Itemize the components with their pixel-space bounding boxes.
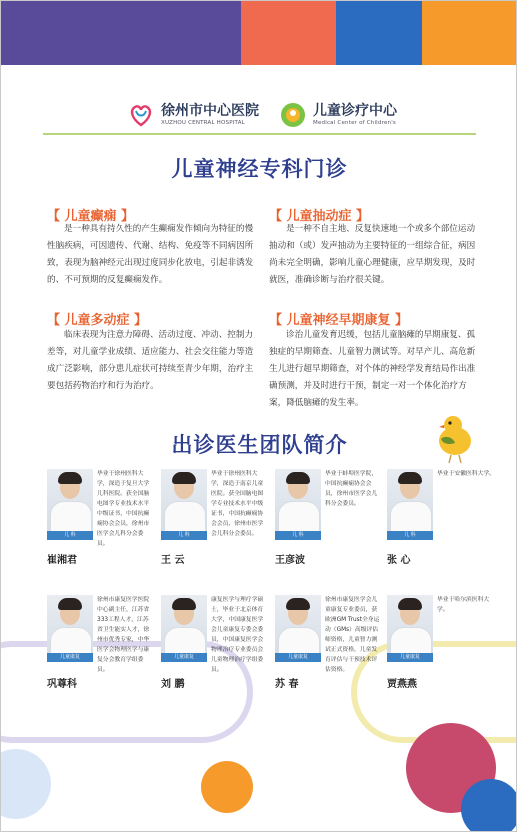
- department-badge: 儿 科: [275, 531, 321, 540]
- doctor-photo: [387, 469, 433, 531]
- doctor-name: 刘 鹏: [161, 679, 185, 690]
- department-badge: 儿 科: [161, 531, 207, 540]
- doctor-name: 张 心: [387, 555, 411, 566]
- doctor-name: 贾燕燕: [387, 679, 417, 690]
- team-title: 出诊医生团队简介: [171, 433, 348, 457]
- doctor-photo: [47, 595, 93, 657]
- header-divider: [43, 133, 476, 135]
- decor-circle-darkblue: [461, 779, 517, 832]
- department-badge: 儿 科: [387, 531, 433, 540]
- doctor-name: 苏 春: [275, 679, 299, 690]
- center-logo: [279, 99, 397, 131]
- bird-icon: [431, 411, 479, 465]
- doctor-name: 崔湘君: [47, 555, 77, 566]
- logo-row: [1, 99, 517, 131]
- children-center-emblem-icon: [279, 101, 307, 129]
- doctor-bio: 毕业于徐州医科大学，深造于南京儿童医院。获全国脑电图学专业技术水平中级证书，中国抗癫痫协会会员，徐州市医学会儿科分会委员。: [211, 471, 264, 537]
- doctor-photo: [161, 595, 207, 657]
- section-tic-heading: 【 儿童抽动症 】: [269, 209, 370, 224]
- doctor-photo: [161, 469, 207, 531]
- doctor-bio: 毕业于徐州医科大学，深造于复旦大学儿科医院。获全国脑电图学专业技术水平中级证书，中国抗癫痫协会会员，徐州市医学会儿科分会委员。: [97, 471, 150, 547]
- section-epilepsy-body: 是一种具有持久性的产生癫痫发作倾向为特征的慢性脑疾病，可因遗传、代谢、结构、免疫等不同病因所致，表现为脑神经元出现过度同步化放电，引起非诱发的、不可预期的反复癫痫发作。: [47, 224, 254, 285]
- section-epilepsy-heading: 【 儿童癫痫 】: [47, 209, 135, 224]
- center-name-cn: 儿童诊疗中心: [313, 102, 397, 119]
- section-adhd-body: 临床表现为注意力障碍、活动过度、冲动、控制力差等，对儿童学业成绩、适应能力、社会交往能力等造成广泛影响，部分患儿症状可持续至青少年期，治疗主要包括药物治疗和行为治疗。: [47, 330, 254, 391]
- department-badge: 儿童康复: [161, 653, 207, 662]
- doctor-bio: 徐州市康复医学医院中心副主任，江苏省333工程人才，江苏省卫生能实人才，徐州市优秀专家，中华医学会物理医学与康复分会教育学组委员。: [97, 597, 150, 673]
- section-rehab-heading: 【 儿童神经早期康复 】: [269, 313, 409, 328]
- section-tic-body: 是一种不自主地、反复快速地一个或多个部位运动抽动和（或）发声抽动为主要特征的一组综合征，病因尚未完全明确，影响儿童心理健康，应早期发现，及时就医，准确诊断与治疗很关键。: [269, 224, 476, 285]
- department-badge: 儿 科: [47, 531, 93, 540]
- decor-circle-orange: [201, 761, 253, 813]
- doctor-bio: 毕业于安徽医科大学。: [437, 471, 495, 477]
- department-badge: 儿童康复: [47, 653, 93, 662]
- band-coral: [241, 1, 336, 65]
- band-orange: [422, 1, 517, 65]
- band-blue: [336, 1, 422, 65]
- hospital-logo: [127, 99, 259, 131]
- section-rehab-body: 诊治儿童发育迟缓，包括儿童脑瘫的早期康复、孤独症的早期筛查、儿童智力测试等。对早产儿、高危新生儿进行超早期筛查，对个体的神经学发育结局作出准确预测，并及时进行干预，制定一对一个体化治疗方案，降低脑瘫的发生率。: [269, 330, 476, 408]
- department-badge: 儿童康复: [275, 653, 321, 662]
- doctor-name: 王彦波: [275, 555, 305, 566]
- hospital-name-en: XUZHOU CENTRAL HOSPITAL: [161, 119, 245, 126]
- hospital-name-cn: 徐州市中心医院: [161, 102, 259, 119]
- section-adhd-heading: 【 儿童多动症 】: [47, 313, 148, 328]
- decor-circle-blue: [0, 749, 51, 819]
- doctor-bio: 毕业于蚌埠医学院，中国抗癫痫协会会员，徐州市医学会儿科分会委员。: [325, 471, 378, 507]
- doctor-bio: 毕业于哈尔滨医科大学。: [437, 597, 490, 613]
- doctor-bio: 康复医学与理疗学硕士，毕业于北京体育大学，中国康复医学会儿童康复专委会委员，中国康复医学会物理治疗专业委员会儿童物理治疗学组委员。: [211, 597, 264, 673]
- center-name-en: Medical Center of Children's: [313, 119, 396, 126]
- doctor-name: 王 云: [161, 555, 185, 566]
- department-badge: 儿童康复: [387, 653, 433, 662]
- band-purple: [1, 1, 241, 65]
- page-title: 儿童神经专科门诊: [171, 157, 348, 181]
- doctor-photo: [387, 595, 433, 657]
- doctor-photo: [275, 469, 321, 531]
- doctor-bio: 徐州市康复医学会儿童康复专业委员，获欧洲GM Trust全身运动（GMs）高级评估师资格，儿童智力测试正式资格，儿童发育评估与干预技术评估资格。: [325, 597, 380, 673]
- hospital-emblem-icon: [127, 101, 155, 129]
- doctor-photo: [275, 595, 321, 657]
- doctor-name: 巩尊科: [47, 679, 77, 690]
- color-band: [1, 1, 517, 65]
- doctor-photo: [47, 469, 93, 531]
